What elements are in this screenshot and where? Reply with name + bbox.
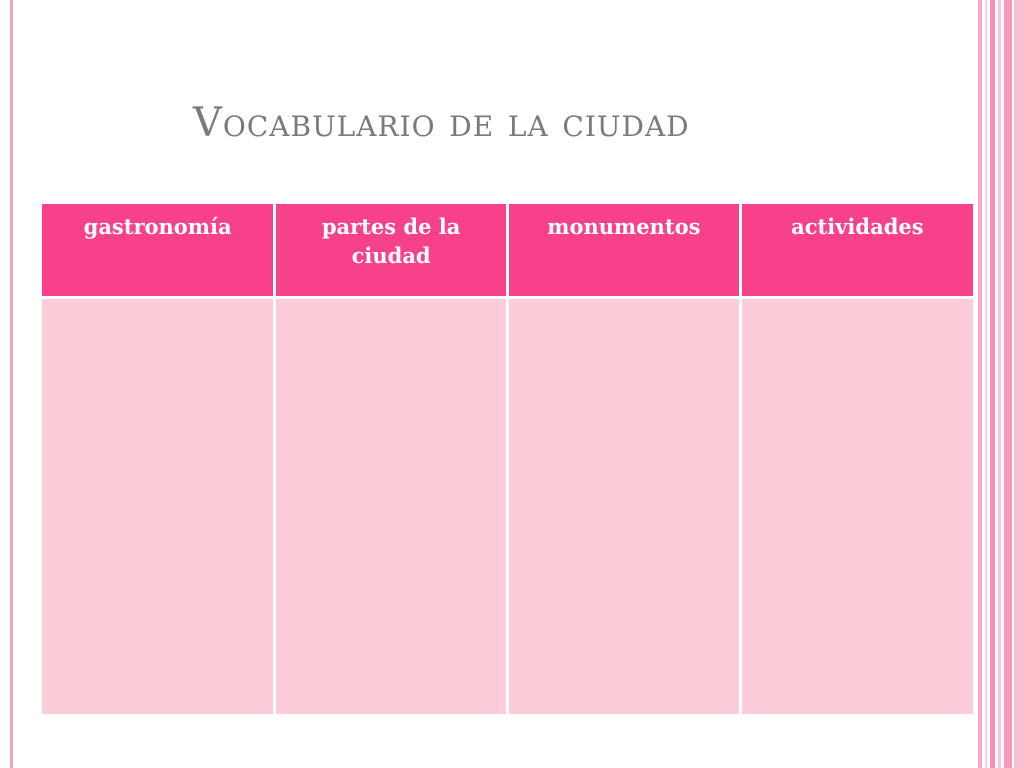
header-partes-de-la-ciudad: partes de la ciudad (275, 204, 508, 298)
table-cell-actividades (740, 298, 973, 715)
vocabulary-table (42, 204, 973, 714)
left-accent-rule (10, 0, 13, 768)
table-row (42, 298, 973, 715)
right-accent-stripes (978, 0, 1024, 768)
table-cell-gastronomia (42, 298, 275, 715)
header-monumentos: monumentos (508, 204, 741, 298)
header-actividades: actividades (740, 204, 973, 298)
header-gastronomia: gastronomía (42, 204, 275, 298)
table-cell-monumentos (508, 298, 741, 715)
table-header-row (42, 204, 973, 298)
table-cell-partes-de-la-ciudad (275, 298, 508, 715)
slide-title: Vocabulario de la ciudad (193, 100, 690, 146)
